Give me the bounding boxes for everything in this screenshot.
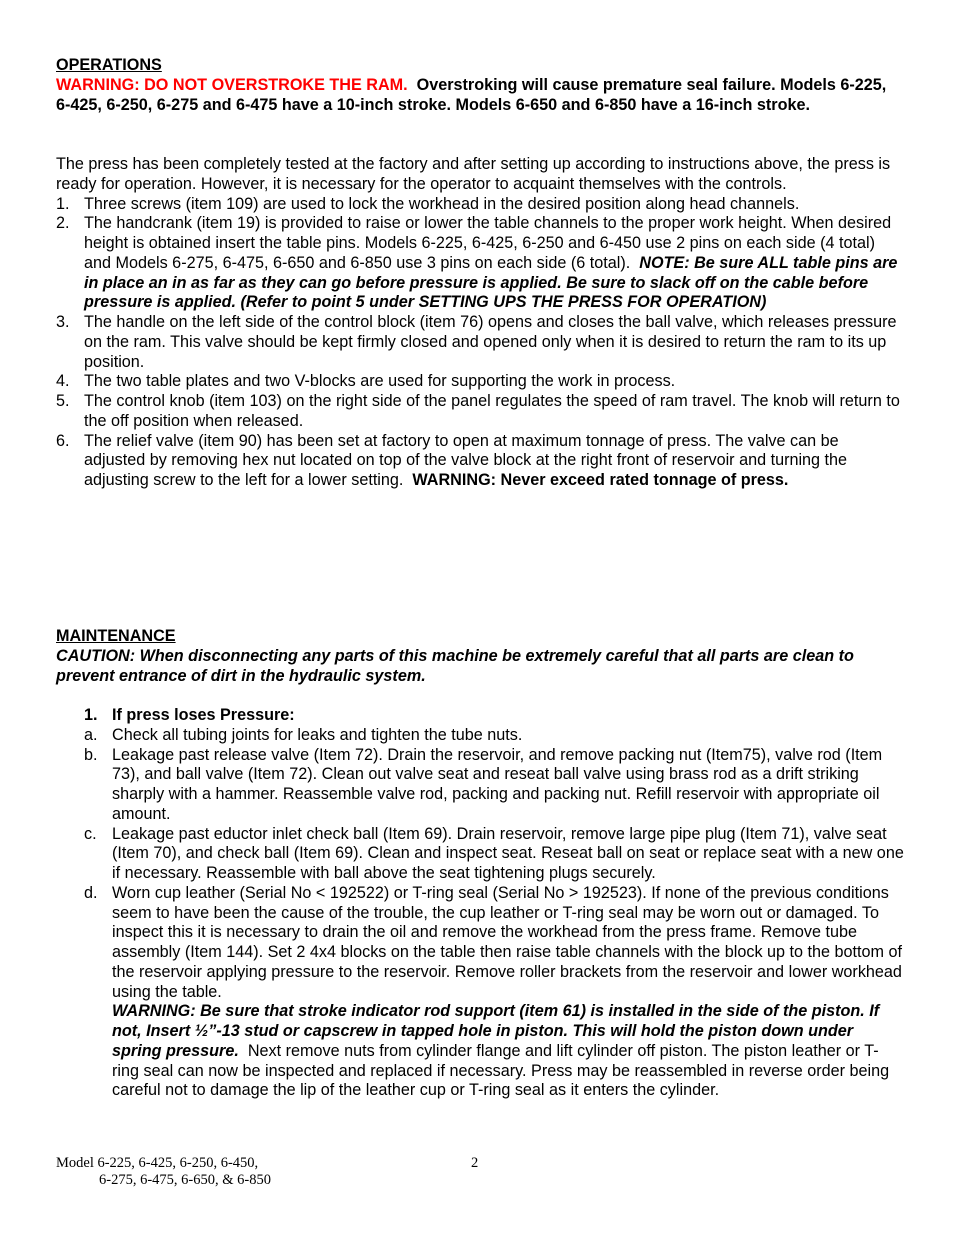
- warning-stroke-text: Overstroking will cause premature seal failure. Models 6-225, 6-425, 6-250, 6-275 and 6-475 have a 10-inch stroke. Models 6-650 and 6-850 have a 16-inch stroke.: [56, 75, 887, 114]
- list-text: The handcrank (item 19) is provided to raise or lower the table channels to the proper work height. When desired height is obtained insert the table pins. Models 6-225, 6-425, 6-250 and 6-450 use 2 pins on each side (4 total) and Models 6-275, 6-475, 6-650 and 6-850 use 3 pins on each side (6 total).: [84, 214, 892, 272]
- list-text: The handle on the left side of the control block (item 76) opens and closes the ball valve, which releases pressure on the ram. This valve should be kept firmly closed and opened only when it is desired to return the ram to its up position.: [84, 313, 897, 371]
- list-item: [0, 372, 904, 392]
- footer-model-line-2: 6-275, 6-475, 6-650, & 6-850: [99, 1172, 271, 1188]
- operations-list: [0, 195, 904, 491]
- footer-model-line-1: Model 6-225, 6-425, 6-250, 6-450,: [56, 1155, 259, 1171]
- list-text: The control knob (item 103) on the right side of the panel regulates the speed of ram travel. The knob will return to the off position when released.: [84, 392, 900, 430]
- tonnage-warning: WARNING: Never exceed rated tonnage of press.: [412, 471, 789, 489]
- list-item: [0, 214, 904, 313]
- list-item: [0, 726, 904, 746]
- list-number: 2.: [56, 214, 70, 233]
- list-text: The relief valve (item 90) has been set at factory to open at maximum tonnage of press. The valve can be adjusted by removing hex nut located on top of the valve block at the right front of reservoir and turning the adjusting screw to the left for a lower setting.: [84, 431, 848, 489]
- list-letter: c.: [84, 824, 97, 843]
- list-item: [0, 432, 904, 491]
- list-text: Worn cup leather (Serial No < 192522) or T-ring seal (Serial No > 192523). If none of the previous conditions seem to have been the cause of the trouble, the cup leather or T-ring seal may be worn out or damaged. To inspect this it is necessary to drain the oil and remove the workhead from the press frame. Remove tube assembly (Item 144). Set 2 4x4 blocks on the table then raise table channels with the block up to the bottom of the reservoir applying pressure to the reservoir. Remove roller brackets from the reservoir and lower workhead using the table.: [112, 883, 903, 1001]
- list-number: 6.: [56, 431, 70, 450]
- list-text: Leakage past eductor inlet check ball (Item 69). Drain reservoir, remove large pipe plug (Item 71), valve seat (Item 70), and check ball (Item 69). Clean and inspect seat. Reseat ball on seat or replace seat with a new one if necessary. Reassemble with ball above the seat tightening plugs securely.: [112, 824, 904, 882]
- warning-red-text: WARNING: DO NOT OVERSTROKE THE RAM.: [56, 75, 408, 94]
- subheading-text: If press loses Pressure:: [112, 706, 295, 724]
- list-number: 1.: [56, 194, 70, 213]
- list-text-continued: Next remove nuts from cylinder flange and lift cylinder off piston. The piston leather or T-ring seal can now be inspected and replaced if necessary. Press may be reassembled in reverse order being careful not to damage the lip of the leather cup or T-ring seal as it enters the cylinder.: [112, 1041, 890, 1100]
- list-text: The two table plates and two V-blocks are used for supporting the work in process.: [84, 372, 676, 391]
- list-number: 5.: [56, 392, 70, 410]
- operations-heading: OPERATIONS: [56, 56, 162, 74]
- operations-intro: The press has been completely tested at the factory and after setting up according to instructions above, the press is ready for operation. However, it is necessary for the operator to acquaint themselves with the controls.: [56, 155, 891, 193]
- list-text: Leakage past release valve (Item 72). Drain the reservoir, and remove packing nut (Item75), valve rod (Item 73), and ball valve (Item 72). Clean out valve seat and reseat ball valve using brass rod as a drift striking sharply with a hammer. Reassemble valve rod, packing and packing nut. Refill reservoir with appropriate oil amount.: [112, 745, 883, 823]
- operations-section: [56, 56, 904, 115]
- list-item: [0, 825, 904, 884]
- maintenance-section: [56, 627, 904, 686]
- list-text: Check all tubing joints for leaks and tighten the tube nuts.: [112, 725, 523, 744]
- list-letter: b.: [84, 745, 98, 764]
- list-text: Three screws (item 109) are used to lock the workhead in the desired position along head channels.: [84, 194, 800, 213]
- subheading-number: 1.: [84, 706, 98, 724]
- table-pin-note: NOTE: Be sure ALL table pins are in place an in as far as they can go before pressure is applied. Be sure to slack off on the cable before pressure is applied. (Refer to point 5 under SETTING UPS THE PRESS FOR OPERATION): [84, 253, 898, 312]
- list-number: 3.: [56, 313, 70, 331]
- list-number: 4.: [56, 372, 70, 391]
- list-item: [0, 195, 904, 215]
- overstroke-warning: [56, 76, 904, 116]
- page-number: 2: [471, 1155, 479, 1171]
- list-letter: a.: [84, 725, 98, 744]
- pressure-loss-section: [56, 706, 904, 1101]
- maintenance-heading: MAINTENANCE: [56, 627, 176, 645]
- list-item: [0, 392, 904, 432]
- list-item: [0, 884, 904, 1101]
- maintenance-caution: CAUTION: When disconnecting any parts of this machine be extremely careful that all parts are clean to prevent entrance of dirt in the hydraulic system.: [56, 646, 854, 685]
- pressure-loss-subheading: [56, 706, 904, 726]
- operations-body: [56, 155, 904, 491]
- list-letter: d.: [84, 883, 98, 902]
- pressure-loss-list: [0, 726, 904, 1101]
- stroke-indicator-warning: WARNING: Be sure that stroke indicator rod support (item 61) is installed in the side of the piston. If not, Insert ½”-13 stud or capscrew in tapped hole in piston. This will hold the piston down under spring pressure.: [112, 1002, 880, 1060]
- list-item: [0, 746, 904, 825]
- list-item: [0, 313, 904, 372]
